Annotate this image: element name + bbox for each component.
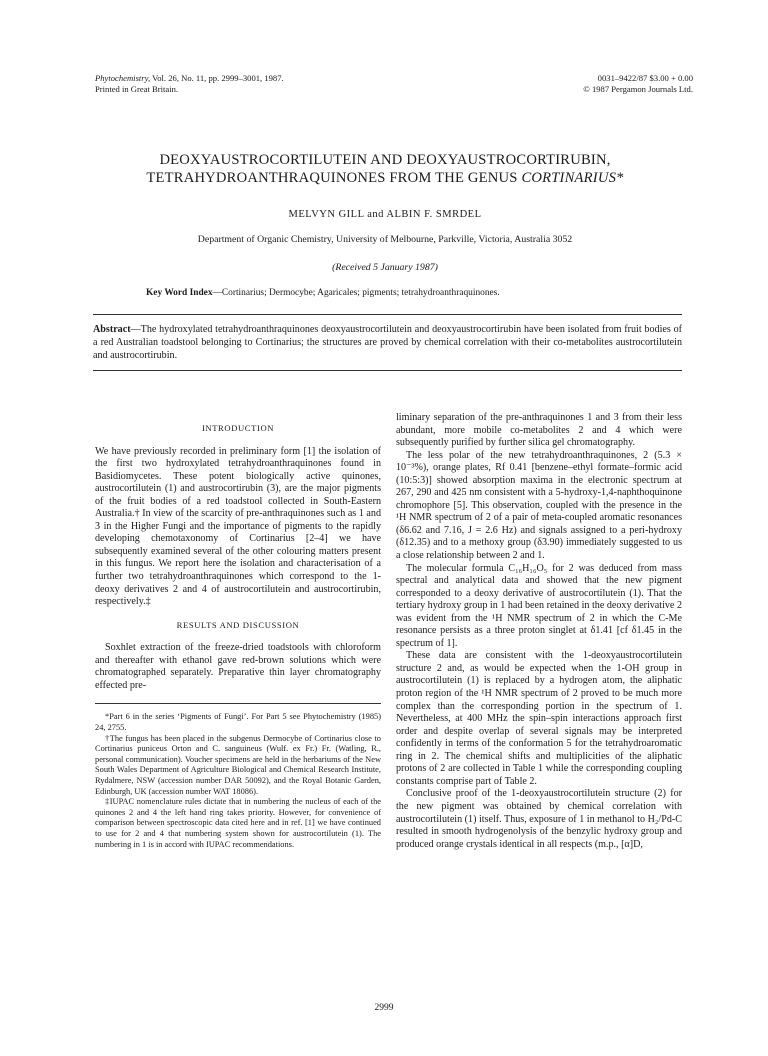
- footnote-part: *Part 6 in the series ‘Pigments of Fungi’. For Part 5 see Phytochemistry (1985) 24, 2755.: [95, 712, 381, 732]
- right-column: [396, 412, 682, 851]
- keyword-index: [146, 288, 500, 298]
- right-paragraph-2: The less polar of the new tetrahydroanthraquinones, 2 (5.3 × 10⁻³%), orange plates, Rf 0.41 [benzene–ethyl formate–formic acid (10:5:3)] showed absorption maxima in the electronic spectrum at 267, 290 and 425 nm consistent with a 5-hydroxy-1,4-naphthoquinone chromophore [5]. This observation, coupled with the presence in the ¹H NMR spectrum of 2 of a pair of meta-coupled aromatic resonances (δ6.62 and 7.16, J = 2.6 Hz) and signals assigned to a peri-hydroxy (δ12.35) and to a methoxy group (δ3.90) immediately suggested to us a close relationship between 2 and 1.: [396, 449, 682, 562]
- page-number: 2999: [374, 1003, 394, 1013]
- abstract-bottom-rule: [93, 370, 682, 371]
- results-heading: RESULTS AND DISCUSSION: [176, 619, 300, 630]
- introduction-heading: INTRODUCTION: [201, 423, 275, 433]
- right-paragraph-1: liminary separation of the pre-anthraquinones 1 and 3 from their less abundant, more mobile co-metabolites 2 and 4 which were subsequently purified by further silica gel chromatography.: [396, 412, 682, 449]
- journal-citation: [95, 73, 284, 94]
- affiliation: Department of Organic Chemistry, University of Melbourne, Parkville, Victoria, Australia 3052: [197, 234, 573, 245]
- abstract: [93, 323, 682, 362]
- left-column: [95, 412, 381, 850]
- right-paragraph-5: Conclusive proof of the 1-deoxyaustrocortilutein structure (2) for the new pigment was obtained by chemical correlation with austrocortilutein (1) itself. Thus, exposure of 1 in methanol to H₂/Pd-C resulted in smooth hydrogenolysis of the benzylic hydroxy group and produced orange crystals identical in all respects (m.p., [α]D,: [396, 788, 682, 850]
- title-genus: CORTINARIUS*: [521, 170, 624, 186]
- abstract-top-rule: [93, 314, 682, 315]
- volume-info: Vol. 26, No. 11, pp. 2999–3001, 1987.: [152, 73, 284, 83]
- title-line-2: [80, 169, 690, 187]
- publisher-info: [583, 73, 693, 94]
- intro-paragraph: We have previously recorded in preliminary form [1] the isolation of the first two hydroxylated tetrahydroanthraquinones found in Basidiomycetes. These potent biologically active quinones, austrocortilutein (1) and austrocortirubin (3), are the major pigments of the fruit bodies of a red toadstool collected in South-Eastern Australia.† In view of the scarcity of pre-anthraquinones such as 1 and 3 in the Higher Fungi and the importance of pigments to the rapidly developing chemotaxonomy of Cortinarius [2–4] we have subsequently examined several of the other colouring matters present in this fungus. We report here the isolation and characterisation of a further two tetrahydroanthraquinones which correspond to the 1-deoxy derivatives 2 and 4 of austrocortilutein and austrocortirubin, respectively.‡: [95, 445, 381, 608]
- keyword-label: Key Word Index: [146, 288, 213, 298]
- keyword-list: —Cortinarius; Dermocybe; Agaricales; pigments; tetrahydroanthraquinones.: [212, 288, 500, 298]
- issn-price: 0031–9422/87 $3.00 + 0.00: [597, 73, 693, 83]
- title-line-2-main: TETRAHYDROANTHRAQUINONES FROM THE GENUS: [146, 170, 522, 186]
- copyright: © 1987 Pergamon Journals Ltd.: [583, 83, 693, 94]
- results-paragraph: Soxhlet extraction of the freeze-dried toadstools with chloroform and thereafter with ethanol gave red-brown solutions which were chromatographed separately. Preparative thin layer chromatography effected pre-: [95, 642, 381, 691]
- right-paragraph-3: The molecular formula C₁₆H₁₆O₅ for 2 was deduced from mass spectral and analytical data and showed that the new pigment corresponded to a deoxy derivative of austrocortilutein (1). That the tertiary hydroxy group in 1 had been retained in the deoxy derivative 2 was evident from the ¹H NMR spectrum of 2 in which the C-Me resonance persists as a three proton singlet at δ1.41 [cf δ1.45 in the spectrum of 1].: [396, 562, 682, 649]
- authors: MELVYN GILL and ALBIN F. SMRDEL: [288, 209, 482, 220]
- footnote-fungus: †The fungus has been placed in the subgenus Dermocybe of Cortinarius close to Cortinarius puniceus Orton and C. sanguineus (Wulf. ex Fr.) Fr. (Watling, R., personal communication). Voucher specimens are held in the herbariums of the New South Wales Department of Agriculture Biological and Chemical Research Institute, Rydalmere, NSW (accession number DAR 50092), and the Royal Botanic Garden, Edinburgh, UK (accession number WAT 18086).: [95, 733, 381, 796]
- printed-in: Printed in Great Britain.: [95, 83, 179, 94]
- footnote-iupac: ‡IUPAC nomenclature rules dictate that in numbering the nucleus of each of the quinones 2 and 4 the left hand ring takes priority. However, for convenience of comparison between spectroscopic data cited here and in ref. [1] we have continued to use for 2 and 4 that numbering system shown for austrocortilutein (1). The numbering in 1 is in accord with IUPAC recommendations.: [95, 797, 381, 849]
- received-date: (Received 5 January 1987): [332, 262, 438, 273]
- abstract-text: —The hydroxylated tetrahydroanthraquinones deoxyaustrocortilutein and deoxyaustrocortirubin have been isolated from fruit bodies of a red Australian toadstool belonging to Cortinarius; the structures are proved by chemical correlation with their co-metabolites austrocortilutein and austrocortirubin.: [93, 324, 682, 361]
- journal-name: Phytochemistry,: [95, 73, 151, 83]
- abstract-label: Abstract: [93, 324, 131, 335]
- article-title: [80, 151, 690, 187]
- footnote-rule: [95, 703, 381, 704]
- title-line-1: DEOXYAUSTROCORTILUTEIN AND DEOXYAUSTROCORTIRUBIN,: [159, 152, 611, 168]
- right-paragraph-4: These data are consistent with the 1-deoxyaustrocortilutein structure 2 and, as would be expected when the 1-OH group in austrocortilutein (1) is replaced by a hydrogen atom, the aliphatic proton region of the ¹H NMR spectrum of 2 proved to be much more complex than the corresponding portion in the spectrum of 1. Nevertheless, at 400 MHz the spin–spin interactions approach first order and despite overlap of several signals may be interpreted confidently in terms of the conformation 5 for the tetrahydroaromatic ring in 2. The chemical shifts and multiplicities of the aliphatic protons of 2 are collected in Table 1 while the corresponding coupling constants comprise part of Table 2.: [396, 650, 682, 787]
